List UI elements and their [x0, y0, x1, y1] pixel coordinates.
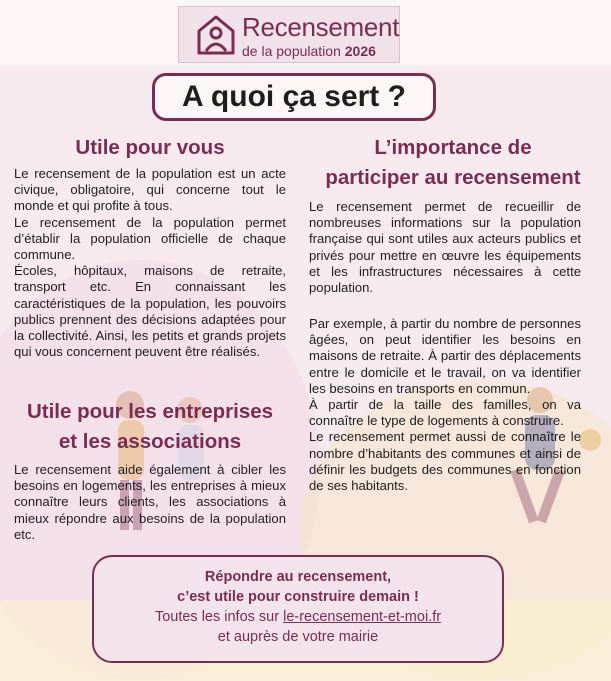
heading-importance-participer	[305, 133, 601, 193]
right-text-block-2	[309, 316, 581, 494]
call-to-action-box	[92, 555, 504, 663]
left-paragraph-1: Le recensement de la population est un acte civique, obligatoire, qui concerne tout le monde et qui profite à tous.	[14, 166, 286, 214]
cta-line-4: et auprès de votre mairie	[217, 629, 379, 645]
cta-line-3-prefix: Toutes les infos sur	[154, 609, 284, 625]
heading-entreprises-line1: Utile pour les entreprises	[26, 400, 274, 423]
heading-importance-line1: L’importance de	[374, 136, 532, 159]
left-paragraph-3: Écoles, hôpitaux, maisons de retraite, transport etc. En connaissant les caractéristiques de la population, les pouvoirs publics prennent des décisions adaptées pour la collectivité. Ainsi, les petits et grands projets qui vous concernent peuvent être réalisés.	[14, 263, 286, 360]
left-paragraph-4: Le recensement aide également à cibler les besoins en logements, les entreprises à mieux connaître leurs clients, les associations à mieux répondre aux besoins de la population etc.	[14, 462, 286, 542]
house-person-icon	[196, 13, 236, 57]
cta-line-2: c’est utile pour construire demain !	[177, 589, 419, 605]
cta-line-3	[94, 607, 502, 627]
recensement-logo	[178, 6, 400, 63]
cta-line-1: Répondre au recensement,	[204, 569, 392, 585]
recensement-website-link[interactable]: le-recensement-et-moi.fr	[283, 609, 442, 625]
right-paragraph-3: À partir de la taille des familles, on va connaître le type de logements à construire.	[309, 397, 581, 429]
page-title: A quoi ça sert ?	[152, 73, 436, 121]
logo-year: 2026	[344, 43, 376, 59]
right-paragraph-4: Le recensement permet aussi de connaître le nombre d’habitants des communes et ainsi de définir les budgets des communes en fonction de ses habitants.	[309, 429, 581, 494]
left-text-block-1	[14, 166, 286, 360]
logo-subtitle	[242, 43, 376, 59]
logo-title: Recensement	[242, 12, 400, 42]
heading-importance-line2: participer au recensement	[325, 166, 581, 189]
heading-entreprises-line2: et les associations	[58, 430, 242, 453]
heading-entreprises-associations	[14, 397, 286, 457]
left-paragraph-2: Le recensement de la population permet d’établir la population officielle de chaque commune.	[14, 214, 286, 263]
heading-utile-pour-vous: Utile pour vous	[75, 136, 225, 159]
right-paragraph-1: Le recensement permet de recueillir de nombreuses informations sur la population française qui sont utiles aux acteurs publics et privés pour mettre en œuvre les équipements et les infrastructures nécessaires à cette population.	[309, 199, 581, 296]
right-paragraph-2: Par exemple, à partir du nombre de personnes âgées, on peut identifier les besoins en maisons de retraite. À partir des déplacements entre le domicile et le travail, on va identifier les besoins en transports en commun.	[309, 316, 581, 396]
logo-subtitle-text: de la population	[242, 43, 341, 59]
